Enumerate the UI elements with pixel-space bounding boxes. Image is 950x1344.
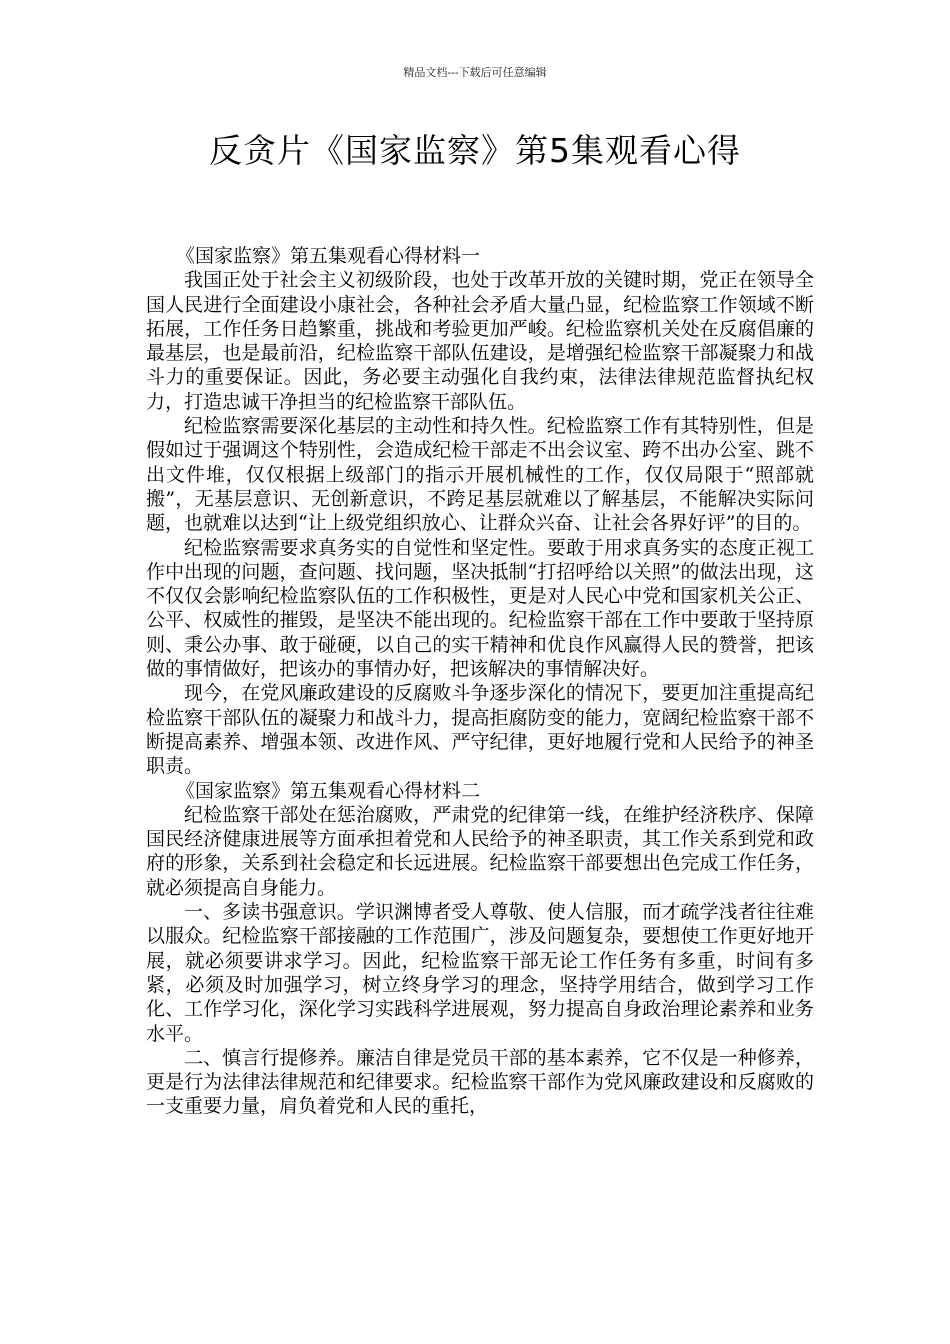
section-heading-1: 《国家监察》第五集观看心得材料一 <box>176 245 481 267</box>
paragraph-1: 我国正处于社会主义初级阶段，也处于改革开放的关键时期，党正在领导全国人民进行全面建设小康社会，各种社会矛盾大量凸显，纪检监察工作领域不断拓展，工作任务日趋繁重，挑战和考验更加严峻。纪检监察机关处在反腐倡廉的最基层，也是最前沿，纪检监察干部队伍建设，是增强纪检监察干部凝聚力和战斗力的重要保证。因此，务必要主动强化自我约束，法律法律规范监督执纪权力，打造忠诚干净担当的纪检监察干部队伍。 <box>146 269 814 413</box>
paragraph-6: 一、多读书强意识。学识渊博者受人尊敬、使人信服，而才疏学浅者往往难以服众。纪检监察干部接融的工作范围广，涉及问题复杂，要想使工作更好地开展，就必须要讲求学习。因此，纪检监察干部无论工作任务有多重，时间有多紧，必须及时加强学习，树立终身学习的理念，坚持学用结合，做到学习工作化、工作学习化，深化学习实践科学进展观，努力提高自身政治理论素养和业务水平。 <box>146 901 814 1045</box>
document-title: 反贪片《国家监察》第5集观看心得 <box>209 131 741 170</box>
paragraph-7: 二、慎言行提修养。廉洁自律是党员干部的基本素养，它不仅是一种修养，更是行为法律法律规范和纪律要求。纪检监察干部作为党风廉政建设和反腐败的一支重要力量，肩负着党和人民的重托， <box>146 1046 814 1118</box>
section-heading-2: 《国家监察》第五集观看心得材料二 <box>176 779 481 802</box>
paragraph-5: 纪检监察干部处在惩治腐败，严肃党的纪律第一线，在维护经济秩序、保障国民经济健康进展等方面承担着党和人民给予的神圣职责，其工作关系到党和政府的形象，关系到社会稳定和长远进展。纪检监察干部要想出色完成工作任务，就必须提高自身能力。 <box>146 803 814 899</box>
paragraph-3: 纪检监察需要求真务实的自觉性和坚定性。要敢于用求真务实的态度正视工作中出现的问题，查问题、找问题，坚决抵制“打招呼给以关照”的做法出现，这不仅仅会影响纪检监察队伍的工作积极性，更是对人民心中党和国家机关公正、公平、权威性的摧毁，是坚决不能出现的。纪检监察干部在工作中要敢于坚持原则、秉公办事、敢于碰硬，以自己的实干精神和优良作风赢得人民的赞誉，把该做的事情做好，把该办的事情办好，把该解决的事情解决好。 <box>146 536 814 681</box>
paragraph-4: 现今，在党风廉政建设的反腐败斗争逐步深化的情况下，要更加注重提高纪检监察干部队伍的凝聚力和战斗力，提高拒腐防变的能力，宽阔纪检监察干部不断提高素养、增强本领、改进作风、严守纪律，更好地履行党和人民给予的神圣职责。 <box>146 682 814 778</box>
paragraph-2: 纪检监察需要深化基层的主动性和持久性。纪检监察工作有其特别性，但是假如过于强调这个特别性，会造成纪检干部走不出会议室、跨不出办公室、跳不出文件堆，仅仅根据上级部门的指示开展机械性的工作，仅仅局限于“照部就搬”，无基层意识、无创新意识，不跨足基层就难以了解基层，不能解决实际问题，也就难以达到“让上级党组织放心、让群众兴奋、让社会各界好评”的目的。 <box>146 415 814 535</box>
header-note: 精品文档---下载后可任意编辑 <box>403 66 547 79</box>
document-body <box>146 244 814 1119</box>
